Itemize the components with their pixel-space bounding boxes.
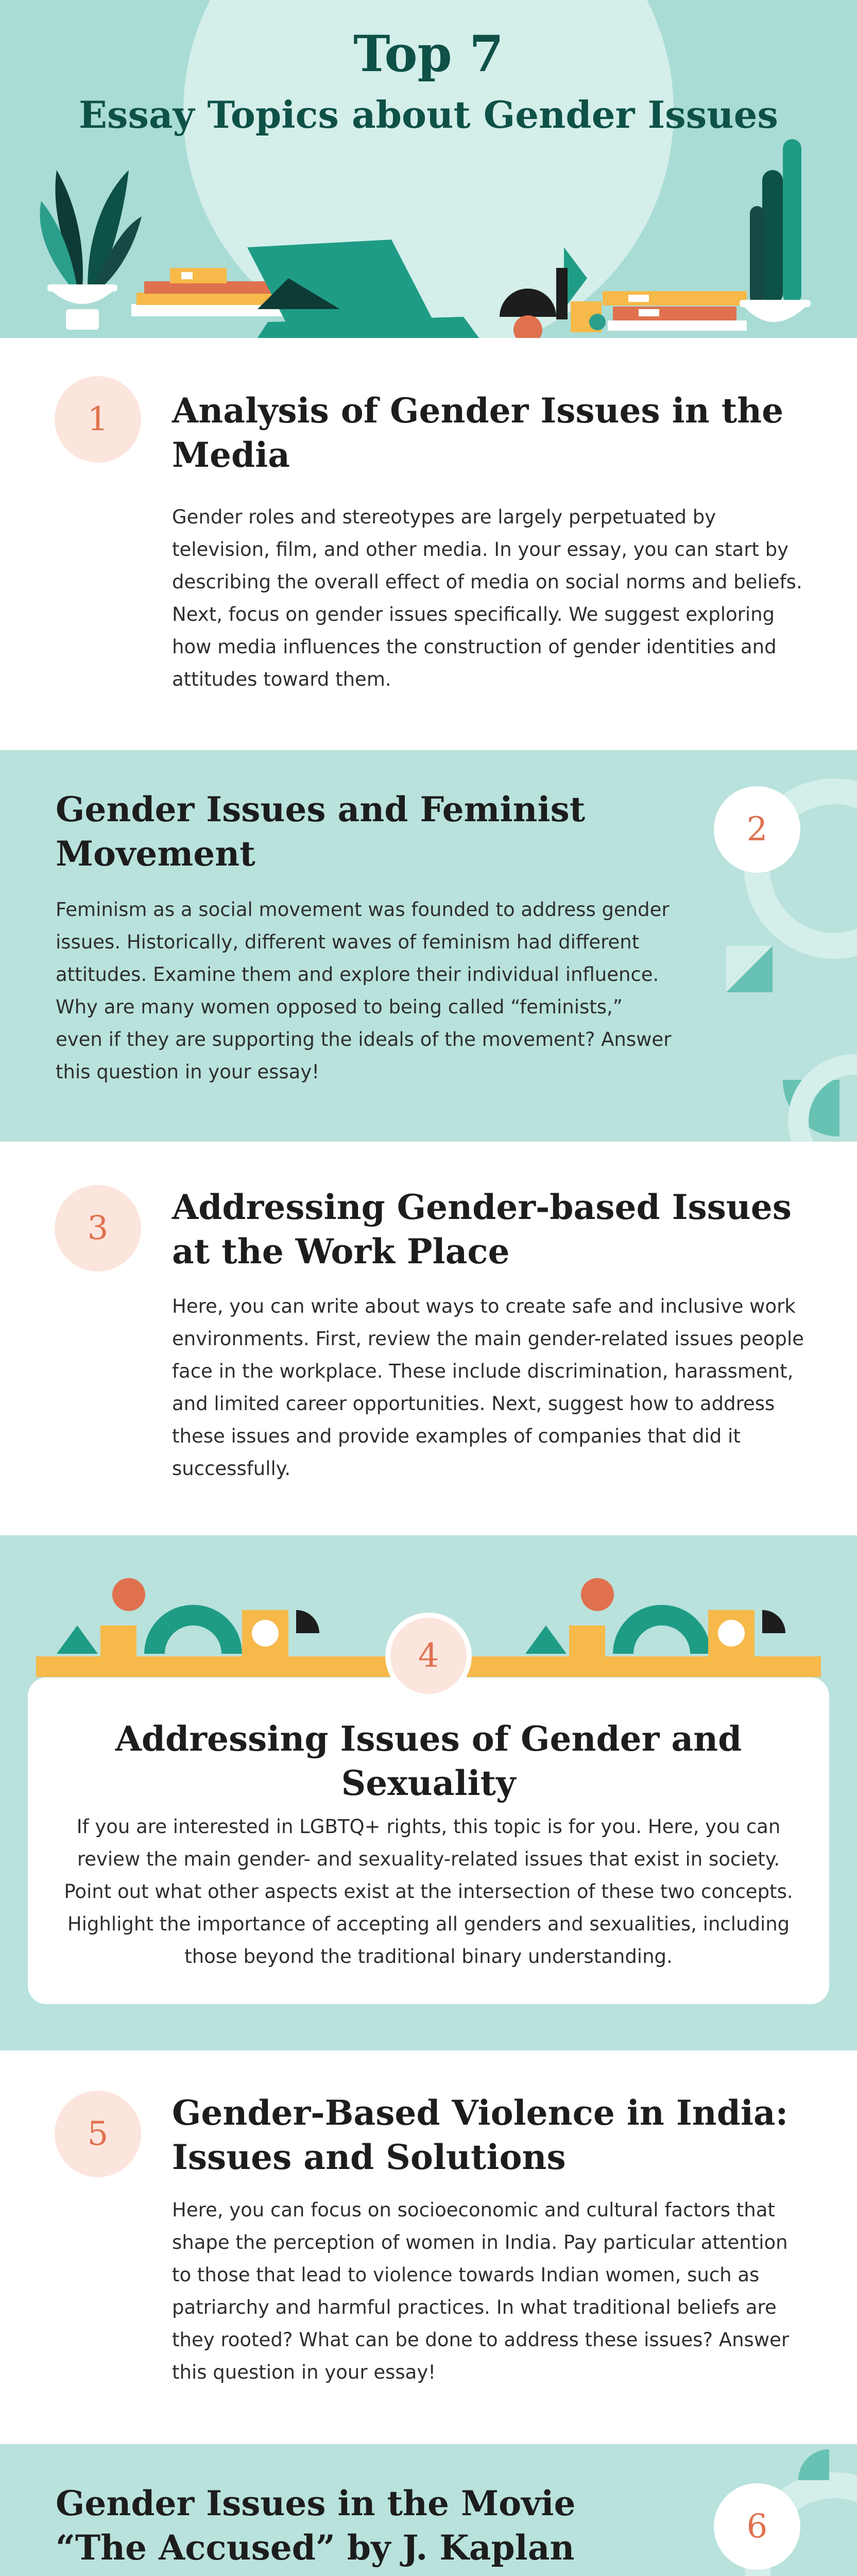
header-banner — [0, 0, 857, 338]
section-title-5: Gender-Based Violence in India: Issues and Solutions — [172, 2093, 789, 2177]
section-number-5: 5 — [55, 2091, 141, 2177]
section-title-1: Analysis of Gender Issues in the Media — [172, 391, 784, 475]
cactus-icon — [740, 139, 811, 322]
section-title-6: Gender Issues in the Movie “The Accused” by J. Kaplan — [56, 2483, 576, 2568]
section-number-4: 4 — [385, 1613, 472, 1699]
section-body-1: Gender roles and stereotypes are largely perpetuated by television, film, and other media. In your essay, you can start by describing the overall effect of media on social norms and beliefs. Next, focus on gender issues specifically. We suggest exploring how media influences the construction of gender identities and attitudes toward them. — [172, 506, 802, 690]
section-number-1: 1 — [55, 376, 141, 463]
page-subtitle: Essay Topics about Gender Issues — [79, 93, 778, 137]
laptop-icon — [247, 240, 479, 338]
section-2 — [0, 750, 857, 1142]
page-title: Top 7 — [353, 25, 504, 83]
section-number-6: 6 — [714, 2483, 800, 2570]
section-title-3: Addressing Gender-based Issues at the Work Place — [172, 1187, 792, 1272]
books-right-icon — [603, 291, 747, 331]
section-number-2: 2 — [714, 786, 800, 873]
section-body-3: Here, you can write about ways to create safe and inclusive work environments. First, review the main gender-related issues people face in the workplace. These include discrimination, harassment, and limited career opportunities. Next, suggest how to address these issues and provide examples of companies that did it successfully. — [172, 1295, 804, 1480]
section-5 — [0, 2050, 857, 2444]
section-title-4: Addressing Issues of Gender and Sexuality — [115, 1719, 742, 1803]
section-number-3: 3 — [55, 1185, 141, 1272]
section-4 — [0, 1535, 857, 2050]
header-illustration — [0, 0, 857, 338]
section-title-2: Gender Issues and Feminist Movement — [56, 789, 586, 874]
section-body-2: Feminism as a social movement was founded to address gender issues. Historically, different waves of feminism had different attitudes. Examine them and explore their individual influence. Why are many women opposed to being called “feminists,” even if they are supporting the ideals of the movement? Answer this question in your essay! — [56, 899, 672, 1083]
plant-left-icon — [40, 170, 142, 330]
section-3 — [0, 1142, 857, 1535]
section-body-4: If you are interested in LGBTQ+ rights, this topic is for you. Here, you can review the main gender- and sexuality-related issues that exist in society. Point out what other aspects exist at the intersection of these two concepts. Highlight the importance of accepting all genders and sexualities, including those beyond the traditional binary understanding. — [64, 1816, 793, 1968]
section-1 — [0, 338, 857, 750]
geometric-shapes-icon — [500, 247, 606, 338]
section-body-5: Here, you can focus on socioeconomic and cultural factors that shape the perception of women in India. Pay particular attention to those that lead to violence towards Indian women, such as patriarchy and harmful practices. In what traditional beliefs are they rooted? What can be done to address these issues? Answer this question in your essay! — [172, 2199, 790, 2383]
section-6 — [0, 2444, 857, 2576]
section-4-card — [28, 1677, 829, 2004]
